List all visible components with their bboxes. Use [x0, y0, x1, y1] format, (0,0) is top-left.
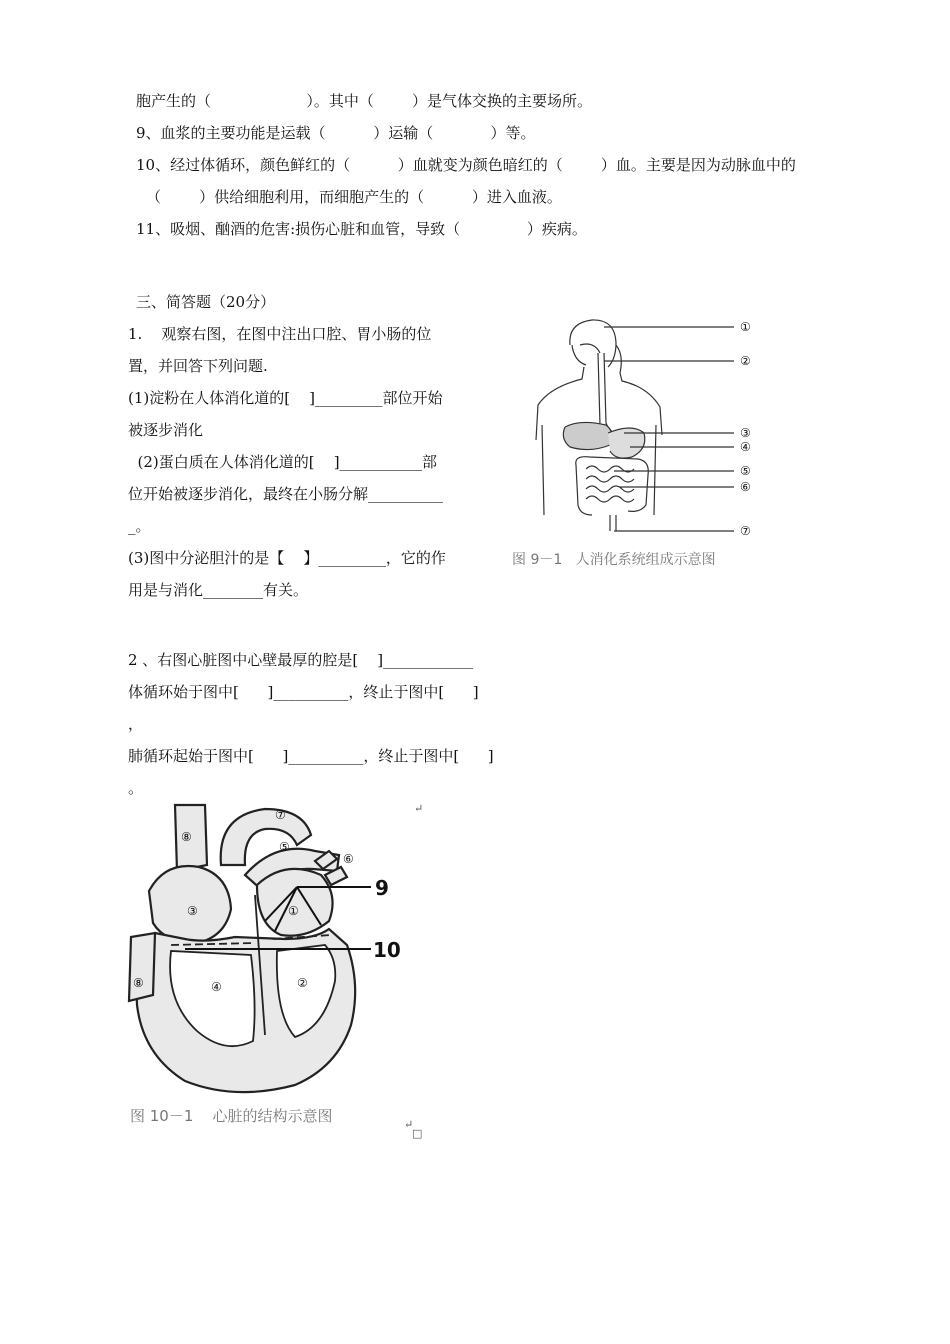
- digestive-label-7: ⑦: [740, 524, 751, 538]
- question-2-line: ，: [128, 715, 144, 733]
- question-1-line: 1. 观察右图，在图中注出口腔、胃小肠的位: [128, 325, 432, 343]
- heart-label-4: ④: [211, 980, 222, 994]
- question-1-line: (3)图中分泌胆汁的是【 】_________，它的作: [128, 549, 446, 567]
- question-1-line: _。: [128, 517, 151, 535]
- heart-figure-caption: 图 10－1 心脏的结构示意图: [130, 1107, 333, 1125]
- heart-label-8-bottom: ⑧: [133, 976, 144, 990]
- digestive-label-4: ④: [740, 440, 751, 454]
- digestive-label-3: ③: [740, 426, 751, 440]
- heart-label-9: 9: [375, 876, 389, 900]
- question-10-line-2: （ ）供给细胞利用，而细胞产生的（ ）进入血液。: [146, 188, 562, 206]
- fill-in-line-1: 胞产生的（ ）。其中（ ）是气体交换的主要场所。: [136, 92, 593, 110]
- heart-label-2: ②: [297, 976, 308, 990]
- digestive-system-figure: [520, 315, 770, 538]
- question-1-line: 用是与消化________有关。: [128, 581, 309, 599]
- box-mark: □: [412, 1127, 423, 1140]
- heart-label-10: 10: [373, 938, 401, 962]
- digestive-label-5: ⑤: [740, 464, 751, 478]
- digestive-figure-caption: 图 9－1 人消化系统组成示意图: [512, 552, 716, 568]
- question-1-line: (1)淀粉在人体消化道的[ ]_________部位开始: [128, 389, 443, 407]
- question-2-line: 肺循环起始于图中[ ]__________，终止于图中[ ]: [128, 747, 494, 765]
- return-mark: ↵: [404, 1118, 414, 1131]
- question-9: 9、血浆的主要功能是运载（ ）运输（ ）等。: [136, 124, 536, 142]
- heart-label-6: ⑥: [343, 852, 354, 866]
- question-1-line: 位开始被逐步消化，最终在小肠分解__________: [128, 485, 444, 503]
- heart-label-3: ③: [187, 904, 198, 918]
- question-2-line: 2 、右图心脏图中心壁最厚的腔是[ ]____________: [128, 651, 474, 669]
- section-3-title: 三、简答题（20分）: [136, 293, 276, 311]
- heart-label-1: ①: [288, 904, 299, 918]
- heart-label-5: ⑤: [279, 840, 290, 854]
- question-11: 11、吸烟、酗酒的危害:损伤心脏和血管，导致（ ）疾病。: [136, 220, 587, 238]
- digestive-label-1: ①: [740, 320, 751, 334]
- question-2-line: 体循环始于图中[ ]__________，终止于图中[ ]: [128, 683, 479, 701]
- question-10-line-1: 10、经过体循环，颜色鲜红的（ ）血就变为颜色暗红的（ ）血。主要是因为动脉血中的: [136, 156, 796, 174]
- question-1-line: 置，并回答下列问题.: [128, 357, 268, 375]
- heart-label-7: ⑦: [275, 808, 286, 822]
- question-2-line: 。: [128, 779, 144, 797]
- digestive-label-2: ②: [740, 354, 751, 368]
- question-1-line: (2)蛋白质在人体消化道的[ ]___________部: [128, 453, 438, 471]
- heart-figure: [125, 805, 410, 1095]
- heart-label-8-top: ⑧: [181, 830, 192, 844]
- question-1-line: 被逐步消化: [128, 421, 204, 439]
- digestive-label-6: ⑥: [740, 480, 751, 494]
- return-mark: ↵: [414, 802, 424, 815]
